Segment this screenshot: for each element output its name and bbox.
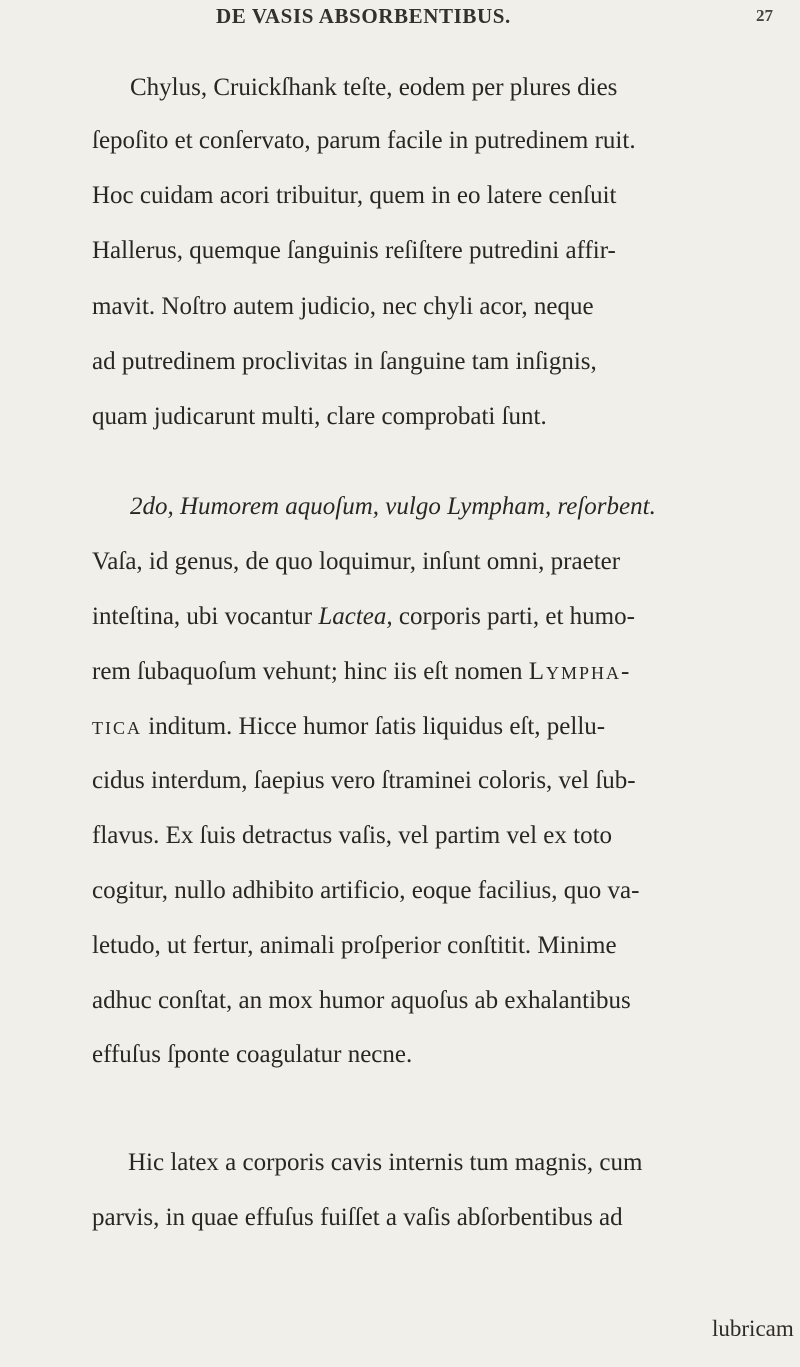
line-text: adhuc conſtat, an mox humor aquoſus ab exhalantibus [92,987,631,1014]
line-text: cogitur, nullo adhibito artificio, eoque facilius, quo va- [92,877,640,904]
text-line [92,236,616,266]
running-head [0,4,800,30]
text-line [92,931,617,961]
text-line [92,347,597,377]
text-line [92,602,635,632]
heading-text: 2do, Humorem aquoſum, vulgo Lympham, reſorbent. [130,493,656,520]
line-text: flavus. Ex ſuis detractus vaſis, vel partim vel ex toto [92,822,613,849]
line-text: Chylus, Cruickſhank teſte, eodem per plures dies [130,74,618,101]
text-line [92,821,612,851]
text-line [92,1203,623,1233]
line-text: Vaſa, id genus, de quo loquimur, inſunt omni, praeter [92,548,621,575]
line-text: Hoc cuidam acori tribuitur, quem in eo latere cenſuit [92,182,617,209]
line-text: effuſus ſponte coagulatur necne. [92,1041,413,1068]
line-text: Hic latex a corporis cavis internis tum magnis, cum [128,1149,643,1176]
text-line [92,547,620,577]
text-line [92,766,636,796]
section-heading [130,492,656,522]
text-line [92,1040,412,1070]
line-text: Hallerus, quemque ſanguinis reſiſtere putredini affir- [92,237,616,264]
line-text: inteſtina, ubi vocantur [92,603,313,630]
text-line [92,126,636,156]
text-line [92,712,605,742]
small-caps-term: Lympha- [528,658,632,685]
line-text: ſepoſito et conſervato, parum facile in putredinem ruit. [92,127,636,154]
text-line [128,1148,642,1178]
text-line [130,73,772,103]
text-line [92,876,639,906]
text-line [92,181,617,211]
italic-term: Lactea, [318,603,393,630]
line-text: parvis, in quae effuſus fuiſſet a vaſis abſorbentibus ad [92,1204,623,1231]
line-text: cidus interdum, ſaepius vero ſtraminei coloris, vel ſub- [92,767,636,794]
line-text: inditum. Hicce humor ſatis liquidus eſt, pellu- [148,713,606,740]
small-caps-term: tica [92,713,142,740]
line-text: rem ſubaquoſum vehunt; hinc iis eſt nomen [92,658,523,685]
line-text: quam judicarunt multi, clare comprobati ſunt. [92,403,547,430]
text-line [92,402,547,432]
line-text: corporis parti, et humo- [398,603,635,630]
line-text: ad putredinem proclivitas in ſanguine tam inſignis, [92,348,597,375]
line-text: letudo, ut fertur, animali proſperior conſtitit. Minime [92,932,617,959]
text-line [92,657,631,687]
line-text: mavit. Noſtro autem judicio, nec chyli acor, neque [92,293,594,320]
text-line [92,986,631,1016]
catchword: lubricam [712,1316,794,1341]
running-title: DE VASIS ABSORBENTIBUS. [216,4,511,28]
text-line [92,292,594,322]
page-number: 27 [756,6,773,25]
